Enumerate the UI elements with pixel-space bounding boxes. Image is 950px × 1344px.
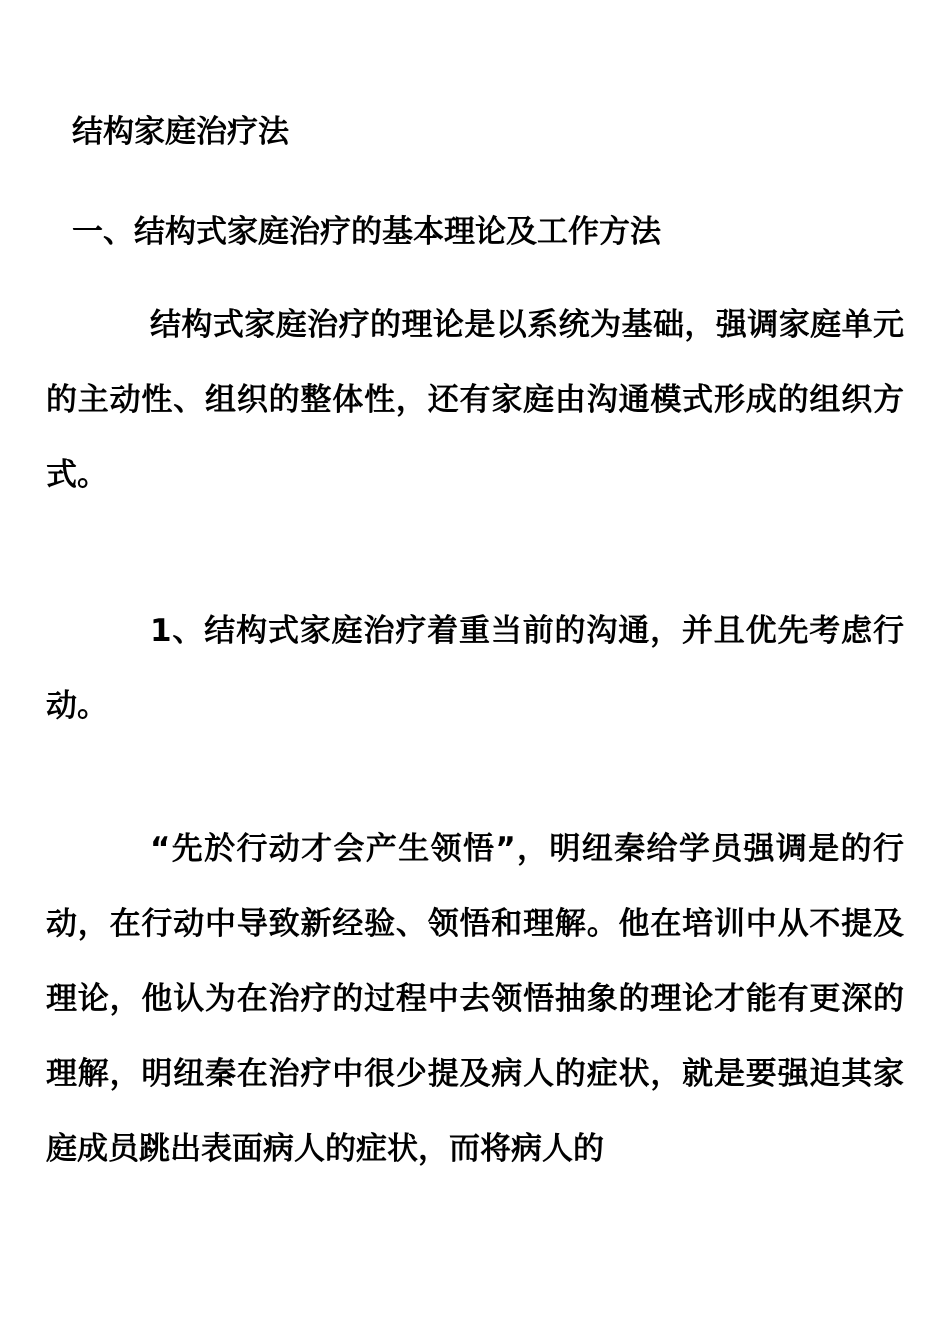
paragraph-2: 1、结构式家庭治疗着重当前的沟通，并且优先考虑行动。 <box>46 613 904 724</box>
document-title: 结构家庭治疗法 <box>72 114 289 150</box>
section-heading: 一、结构式家庭治疗的基本理论及工作方法 <box>72 214 661 250</box>
paragraph-1: 结构式家庭治疗的理论是以系统为基础，强调家庭单元的主动性、组织的整体性，还有家庭由沟通模式形成的组织方式。 <box>46 307 904 493</box>
paragraph-3: “先於行动才会产生领悟”，明纽秦给学员强调是的行动，在行动中导致新经验、领悟和理解。他在培训中从不提及理论，他认为在治疗的过程中去领悟抽象的理论才能有更深的理解，明纽秦在治疗中很少提及病人的症状，就是要强迫其家庭成员跳出表面病人的症状，而将病人的 <box>46 831 904 1167</box>
